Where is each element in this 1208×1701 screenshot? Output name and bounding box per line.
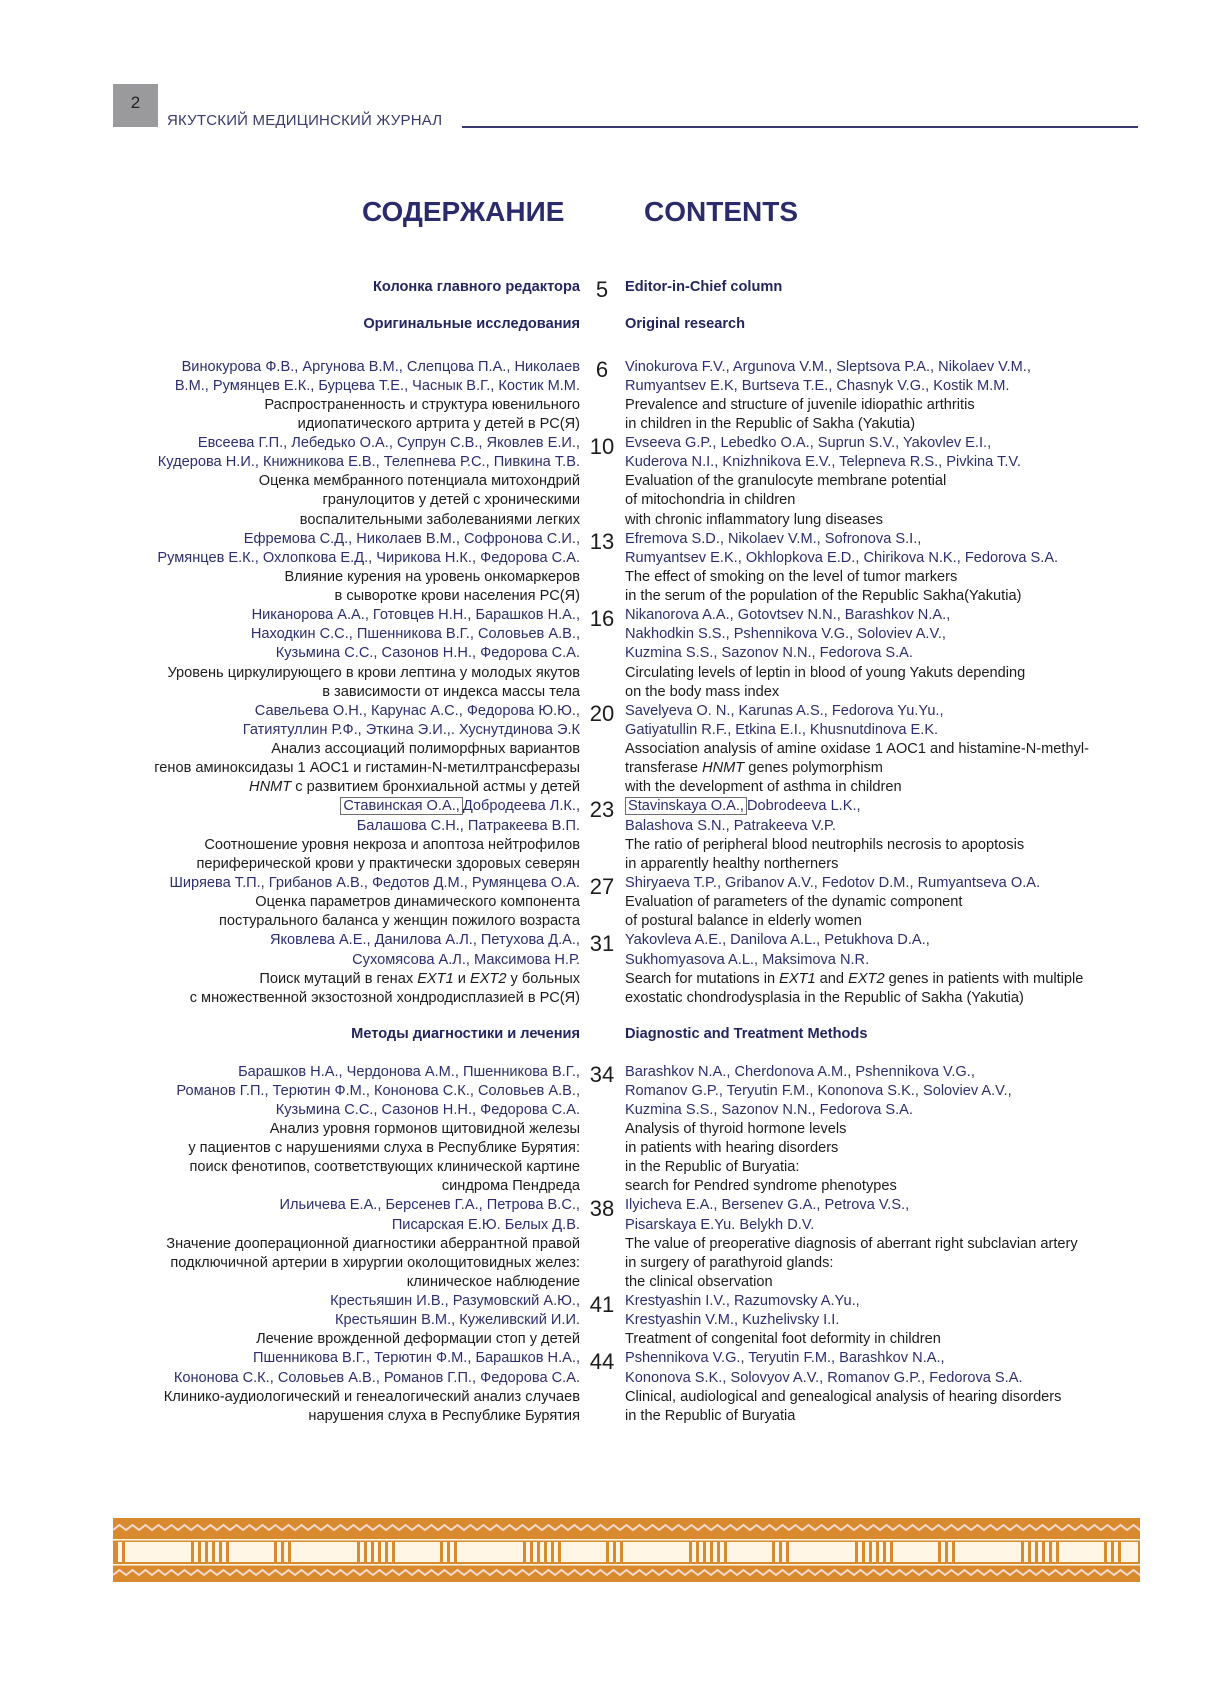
author-line-en[interactable]: Kuderova N.I., Knizhnikova E.V., Telepneva R.S., Pivkina T.V. xyxy=(625,454,1021,471)
author-line-en[interactable]: Pisarskaya E.Yu. Belykh D.V. xyxy=(625,1216,815,1233)
author-text-ru: Добродеева Л.К., xyxy=(462,798,580,815)
ornament-bar xyxy=(385,1542,388,1562)
entry-page-number: 5 xyxy=(595,277,609,302)
article-title-ru: клиническое наблюдение xyxy=(406,1273,580,1290)
author-line-ru[interactable]: Ефремова С.Д., Николаев В.М., Софронова С.И., xyxy=(243,530,580,547)
ornament-bar xyxy=(890,1542,893,1562)
article-title-ru: периферической крови у практически здоровых северян xyxy=(196,855,580,872)
article-title-en: Association analysis of amine oxidase 1 AOC1 and histamine-N-methyl- xyxy=(625,741,1089,758)
page-number: 2 xyxy=(130,93,141,112)
article-title-en: in the Republic of Buryatia xyxy=(625,1407,796,1424)
author-line-ru[interactable]: Винокурова Ф.В., Аргунова В.М., Слепцова П.А., Николаев xyxy=(181,358,580,375)
ornament-bar xyxy=(371,1542,374,1562)
ornament-bar xyxy=(357,1542,360,1562)
ornament-bar xyxy=(122,1542,125,1562)
entry-page-number: 16 xyxy=(589,605,615,631)
ornament-bar xyxy=(710,1542,713,1562)
article-title-ru: генов аминоксидазы 1 АОС1 и гистамин-N-метилтрансферазы xyxy=(154,760,580,777)
article-title-en: in the Republic of Buryatia: xyxy=(625,1159,800,1176)
article-title-en: on the body mass index xyxy=(625,683,780,700)
ornament-bar xyxy=(523,1542,526,1562)
article-title-ru: Оценка мембранного потенциала митохондрий xyxy=(258,473,580,490)
author-line-en[interactable]: Sukhomyasova A.L., Maksimova N.R. xyxy=(625,951,870,968)
ornament-bar xyxy=(855,1542,858,1562)
article-title-ru: Уровень циркулирующего в крови лептина у молодых якутов xyxy=(167,664,580,681)
ornament-bar xyxy=(364,1542,367,1562)
ornament-bar xyxy=(115,1542,118,1562)
author-line-ru[interactable]: Кудерова Н.И., Книжникова Е.В., Телепнева Р.С., Пивкина Т.В. xyxy=(157,454,580,471)
author-line-ru[interactable]: Кузьмина С.С., Сазонов Н.Н., Федорова С.А. xyxy=(275,1101,580,1118)
entry-page-number: 38 xyxy=(589,1195,615,1221)
article-title-ru: поиск фенотипов, соответствующих клинической картине xyxy=(189,1159,580,1176)
author-line-ru[interactable]: Гатиятуллин Р.Ф., Эткина Э.И.,. Хуснутдинова Э.К xyxy=(242,721,580,738)
section-heading-ru[interactable]: Методы диагностики и лечения xyxy=(351,1025,580,1042)
ornament-bar xyxy=(862,1542,865,1562)
article-title-ru: в зависимости от индекса массы тела xyxy=(322,683,580,700)
author-line-en[interactable]: Pshennikova V.G., Teryutin F.M., Barashkov N.A., xyxy=(625,1350,945,1367)
ornament-bar xyxy=(606,1542,609,1562)
ornament-bar xyxy=(530,1542,533,1562)
author-line-ru[interactable]: Евсеева Г.П., Лебедько О.А., Супрун С.В., Яковлев Е.И., xyxy=(197,435,580,452)
ornament-band xyxy=(113,1518,1140,1582)
ornament-edge-left xyxy=(113,1542,115,1562)
article-title-en: Circulating levels of leptin in blood of young Yakuts depending xyxy=(625,664,1026,681)
ornament-bar xyxy=(876,1542,879,1562)
author-line-en[interactable]: Kuzmina S.S., Sazonov N.N., Fedorova S.A. xyxy=(625,1101,913,1118)
ornament-bar xyxy=(945,1542,948,1562)
ornament-bar xyxy=(613,1542,616,1562)
author-line-en[interactable]: Kuzmina S.S., Sazonov N.N., Fedorova S.A. xyxy=(625,645,913,662)
article-title-en: in surgery of parathyroid glands: xyxy=(625,1254,834,1271)
article-title-ru: идиопатического артрита у детей в РС(Я) xyxy=(297,415,580,432)
ornament-bar xyxy=(1056,1542,1059,1562)
contents-title-ru: СОДЕРЖАНИЕ xyxy=(362,196,565,227)
author-line-ru[interactable]: Кузьмина С.С., Сазонов Н.Н., Федорова С.А. xyxy=(275,645,580,662)
ornament-bar xyxy=(772,1542,775,1562)
ornament-bar xyxy=(620,1542,623,1562)
article-title-en: in the serum of the population of the Republic Sakha(Yakutia) xyxy=(625,588,1022,605)
author-line-en[interactable]: Nikanorova A.A., Gotovtsev N.N., Barashkov N.A., xyxy=(625,607,951,624)
article-title-en: Clinical, audiological and genealogical analysis of hearing disorders xyxy=(625,1388,1062,1405)
article-title-en: transferase HNMT genes polymorphism xyxy=(625,760,883,777)
ornament-top-line xyxy=(113,1539,1140,1541)
article-title-ru: в сыворотке крови населения РС(Я) xyxy=(334,588,580,605)
ornament-bar xyxy=(1021,1542,1024,1562)
article-title-ru: Поиск мутаций в генах EXT1 и EXT2 у больных xyxy=(259,970,580,987)
article-title-en: Search for mutations in EXT1 and EXT2 genes in patients with multiple xyxy=(625,970,1084,987)
author-line-ru[interactable]: В.М., Румянцев Е.К., Бурцева Т.Е., Часнык В.Г., Костик М.М. xyxy=(174,377,580,394)
ornament-bar xyxy=(558,1542,561,1562)
ornament-bar xyxy=(1035,1542,1038,1562)
article-title-en: search for Pendred syndrome phenotypes xyxy=(625,1178,897,1195)
author-line-en[interactable]: Evseeva G.P., Lebedko O.A., Suprun S.V., Yakovlev E.I., xyxy=(625,435,992,452)
article-title-ru: нарушения слуха в Республике Бурятия xyxy=(308,1407,580,1424)
author-line-en[interactable]: Vinokurova F.V., Argunova V.M., Sleptsova P.A., Nikolaev V.M., xyxy=(625,358,1031,375)
author-line-ru[interactable]: Находкин С.С., Пшенникова В.Г., Соловьев А.В., xyxy=(250,626,580,643)
entry-page-number: 6 xyxy=(595,357,609,382)
author-line-ru[interactable]: Яковлева А.Е., Данилова А.Л., Петухова Д.А., xyxy=(269,932,580,949)
ornament-bar xyxy=(212,1542,215,1562)
article-title-ru: Клинико-аудиологический и генеалогический анализ случаев xyxy=(163,1388,580,1405)
entry-page-number: 34 xyxy=(589,1062,615,1087)
ornament-bar xyxy=(696,1542,699,1562)
article-title-en: in children in the Republic of Sakha (Yakutia) xyxy=(625,415,916,432)
ornament-bar xyxy=(454,1542,457,1562)
author-line-en[interactable]: Rumyantsev E.K., Okhlopkova E.D., Chirikova N.K., Fedorova S.A. xyxy=(625,549,1059,566)
author-line-ru[interactable]: Сухомясова А.Л., Максимова Н.Р. xyxy=(352,951,580,968)
article-title-ru: Влияние курения на уровень онкомаркеров xyxy=(284,568,580,585)
ornament-bar xyxy=(952,1542,955,1562)
author-line-en[interactable]: Ilyicheva E.A., Bersenev G.A., Petrova V.S., xyxy=(625,1197,910,1214)
author-line-ru[interactable]: Балашова С.Н., Патракеева В.П. xyxy=(356,817,580,834)
author-line-ru[interactable]: Пшенникова В.Г., Терютин Ф.М., Барашков Н.А., xyxy=(253,1350,580,1367)
entry-page-number: 20 xyxy=(589,701,615,727)
author-line-en[interactable]: Krestyashin V.M., Kuzhelivsky I.I. xyxy=(625,1312,840,1329)
article-title-en: in patients with hearing disorders xyxy=(625,1140,839,1157)
ornament-bar xyxy=(786,1542,789,1562)
ornament-bar xyxy=(198,1542,201,1562)
article-title-en: Analysis of thyroid hormone levels xyxy=(625,1120,847,1137)
article-title-ru: с множественной экзостозной хондродисплазией в РС(Я) xyxy=(189,989,580,1006)
ornament-bar xyxy=(447,1542,450,1562)
article-title-ru: воспалительными заболеваниями легких xyxy=(299,511,580,528)
article-title-en: The ratio of peripheral blood neutrophils necrosis to apoptosis xyxy=(625,836,1025,853)
article-title-en: in apparently healthy northerners xyxy=(625,855,839,872)
author-line-ru[interactable]: Романов Г.П., Терютин Ф.М., Кононова С.К., Соловьев А.В., xyxy=(176,1082,580,1099)
author-line-ru[interactable]: Ширяева Т.П., Грибанов А.В., Федотов Д.М., Румянцева О.А. xyxy=(169,875,580,891)
ornament-bar xyxy=(883,1542,886,1562)
article-title-ru: подключичной артерии в хирургии околощитовидных желез: xyxy=(170,1254,580,1271)
entry-page-number: 23 xyxy=(589,796,615,822)
journal-title: ЯКУТСКИЙ МЕДИЦИНСКИЙ ЖУРНАЛ xyxy=(167,112,443,129)
ornament-bar xyxy=(274,1542,277,1562)
author-line-ru[interactable]: Румянцев Е.К., Охлопкова Е.Д., Чирикова Н.К., Федорова С.А. xyxy=(157,549,580,566)
ornament-bar xyxy=(281,1542,284,1562)
ornament-bar xyxy=(869,1542,872,1562)
author-line-ru[interactable]: Крестьяшин В.М., Кужеливский И.И. xyxy=(334,1312,580,1329)
author-line-ru[interactable]: Крестьяшин И.В., Разумовский А.Ю., xyxy=(330,1293,580,1310)
ornament-bar xyxy=(1104,1542,1107,1562)
ornament-bar xyxy=(1028,1542,1031,1562)
article-title-en: Evaluation of parameters of the dynamic component xyxy=(625,894,963,911)
ornament-bar xyxy=(779,1542,782,1562)
section-heading-en[interactable]: Diagnostic and Treatment Methods xyxy=(625,1025,868,1042)
article-title-ru: Анализ ассоциаций полиморфных вариантов xyxy=(271,741,580,758)
article-title-ru: HNMT с развитием бронхиальной астмы у детей xyxy=(249,779,580,796)
editor-column-heading-en[interactable]: Editor-in-Chief column xyxy=(625,278,783,295)
author-line-en[interactable]: Romanov G.P., Teryutin F.M., Kononova S.K., Soloviev A.V., xyxy=(625,1082,1012,1099)
author-line-ru[interactable]: Кононова С.К., Соловьев А.В., Романов Г.П., Федорова С.А. xyxy=(173,1369,580,1386)
ornament-bar xyxy=(544,1542,547,1562)
ornament-bar xyxy=(226,1542,229,1562)
ornament-bar xyxy=(724,1542,727,1562)
ornament-bar xyxy=(205,1542,208,1562)
entry-page-number: 13 xyxy=(589,529,615,555)
article-title-en: with chronic inflammatory lung diseases xyxy=(625,511,883,528)
author-line-en[interactable]: Savelyeva O. N., Karunas A.S., Fedorova Yu.Yu., xyxy=(625,702,944,719)
article-title-en: The effect of smoking on the level of tumor markers xyxy=(625,568,958,585)
section-heading-en[interactable]: Original research xyxy=(625,315,746,332)
article-title-en: Evaluation of the granulocyte membrane potential xyxy=(625,473,947,490)
article-title-ru: Анализ уровня гормонов щитовидной железы xyxy=(269,1120,580,1137)
ornament-bar xyxy=(1118,1542,1121,1562)
article-title-en: Treatment of congenital foot deformity in children xyxy=(625,1331,941,1348)
ornament-bar xyxy=(219,1542,222,1562)
author-line-ru[interactable]: Писарская Е.Ю. Белых Д.В. xyxy=(391,1216,580,1233)
article-title-ru: Распространенность и структура ювенильного xyxy=(264,396,580,413)
author-line-en[interactable]: Krestyashin I.V., Razumovsky A.Yu., xyxy=(625,1293,860,1310)
editor-column-heading-ru[interactable]: Колонка главного редактора xyxy=(372,278,580,295)
article-title-ru: Лечение врожденной деформации стоп у детей xyxy=(256,1331,580,1348)
author-line-en[interactable]: Barashkov N.A., Cherdonova A.M., Pshennikova V.G., xyxy=(625,1063,975,1080)
article-title-ru: синдрома Пендреда xyxy=(441,1178,580,1195)
article-title-en: of mitochondria in children xyxy=(625,492,796,509)
ornament-bar xyxy=(551,1542,554,1562)
contents-title-en: CONTENTS xyxy=(644,196,798,227)
entry-page-number: 41 xyxy=(589,1291,615,1317)
ornament-bar xyxy=(1049,1542,1052,1562)
ornament-bar xyxy=(440,1542,443,1562)
ornament-bar xyxy=(191,1542,194,1562)
author-line-en[interactable]: Gatiyatullin R.F., Etkina E.I., Khusnutdinova E.K. xyxy=(625,721,939,738)
ornament-bar xyxy=(288,1542,291,1562)
author-line-en[interactable]: Yakovleva A.E., Danilova A.L., Petukhova D.A., xyxy=(625,932,930,949)
ornament-bottom-line xyxy=(113,1564,1140,1566)
entry-page-number: 10 xyxy=(589,433,615,459)
author-text-en: Dobrodeeva L.K., xyxy=(747,798,861,815)
article-title-ru: Оценка параметров динамического компонента xyxy=(255,894,580,911)
article-title-en: The value of preoperative diagnosis of aberrant right subclavian artery xyxy=(625,1235,1078,1252)
author-line-ru[interactable] xyxy=(340,797,580,816)
page-number-box xyxy=(113,84,158,127)
entry-page-number: 27 xyxy=(589,873,615,899)
ornament-middle-strip xyxy=(113,1542,1140,1562)
entry-page-number: 44 xyxy=(589,1348,615,1374)
article-title-ru: Соотношение уровня некроза и апоптоза нейтрофилов xyxy=(204,836,580,853)
ornament-bar xyxy=(537,1542,540,1562)
article-title-en: with the development of asthma in children xyxy=(625,779,902,796)
article-title-ru: Значение дооперационной диагностики аберрантной правой xyxy=(166,1235,580,1252)
ornament-bar xyxy=(392,1542,395,1562)
section-heading-ru[interactable]: Оригинальные исследования xyxy=(363,315,580,332)
ornament-bar xyxy=(938,1542,941,1562)
author-line-en[interactable]: Nakhodkin S.S., Pshennikova V.G., Soloviev A.V., xyxy=(625,626,946,643)
author-line-ru[interactable]: Барашков Н.А., Чердонова А.М., Пшенникова В.Г., xyxy=(238,1063,580,1080)
author-line-en[interactable] xyxy=(625,797,861,816)
article-title-en: exostatic chondrodysplasia in the Republic of Sakha (Yakutia) xyxy=(625,989,1024,1006)
header-rule xyxy=(462,126,1138,128)
ornament-bar xyxy=(717,1542,720,1562)
ornament-bar xyxy=(378,1542,381,1562)
article-title-en: Prevalence and structure of juvenile idiopathic arthritis xyxy=(625,396,975,413)
author-line-ru[interactable]: Никанорова А.А., Готовцев Н.Н., Барашков Н.А., xyxy=(251,607,580,624)
ornament-bar xyxy=(703,1542,706,1562)
author-line-en[interactable]: Balashova S.N., Patrakeeva V.P. xyxy=(625,817,836,834)
ornament-bar xyxy=(1042,1542,1045,1562)
entry-page-number: 31 xyxy=(589,930,615,956)
ornament-edge-right xyxy=(1138,1542,1140,1562)
author-line-en[interactable]: Efremova S.D., Nikolaev V.M., Sofronova S.I., xyxy=(625,530,922,547)
article-title-en: of postural balance in elderly women xyxy=(625,913,862,930)
ornament-bar xyxy=(1111,1542,1114,1562)
ornament-bar xyxy=(689,1542,692,1562)
highlighted-author-en[interactable]: Stavinskaya O.A., xyxy=(625,797,747,815)
author-line-ru[interactable]: Савельева О.Н., Карунас А.С., Федорова Ю.Ю., xyxy=(254,702,580,719)
article-title-ru: гранулоцитов у детей с хроническими xyxy=(322,492,580,509)
author-line-en[interactable]: Kononova S.K., Solovyov A.V., Romanov G.P., Fedorova S.A. xyxy=(625,1369,1023,1386)
article-title-en: the clinical observation xyxy=(625,1273,773,1290)
author-line-en[interactable]: Rumyantsev E.K, Burtseva T.E., Chasnyk V.G., Kostik M.M. xyxy=(625,377,1010,394)
highlighted-author-ru[interactable]: Ставинская О.А., xyxy=(340,797,462,815)
article-title-ru: постурального баланса у женщин пожилого возраста xyxy=(219,913,580,930)
author-line-ru[interactable]: Ильичева Е.А., Берсенев Г.А., Петрова В.С., xyxy=(279,1197,580,1214)
author-line-en[interactable]: Shiryaeva T.P., Gribanov A.V., Fedotov D.M., Rumyantseva O.A. xyxy=(625,875,1041,891)
article-title-ru: у пациентов с нарушениями слуха в Республике Бурятия: xyxy=(188,1140,580,1157)
